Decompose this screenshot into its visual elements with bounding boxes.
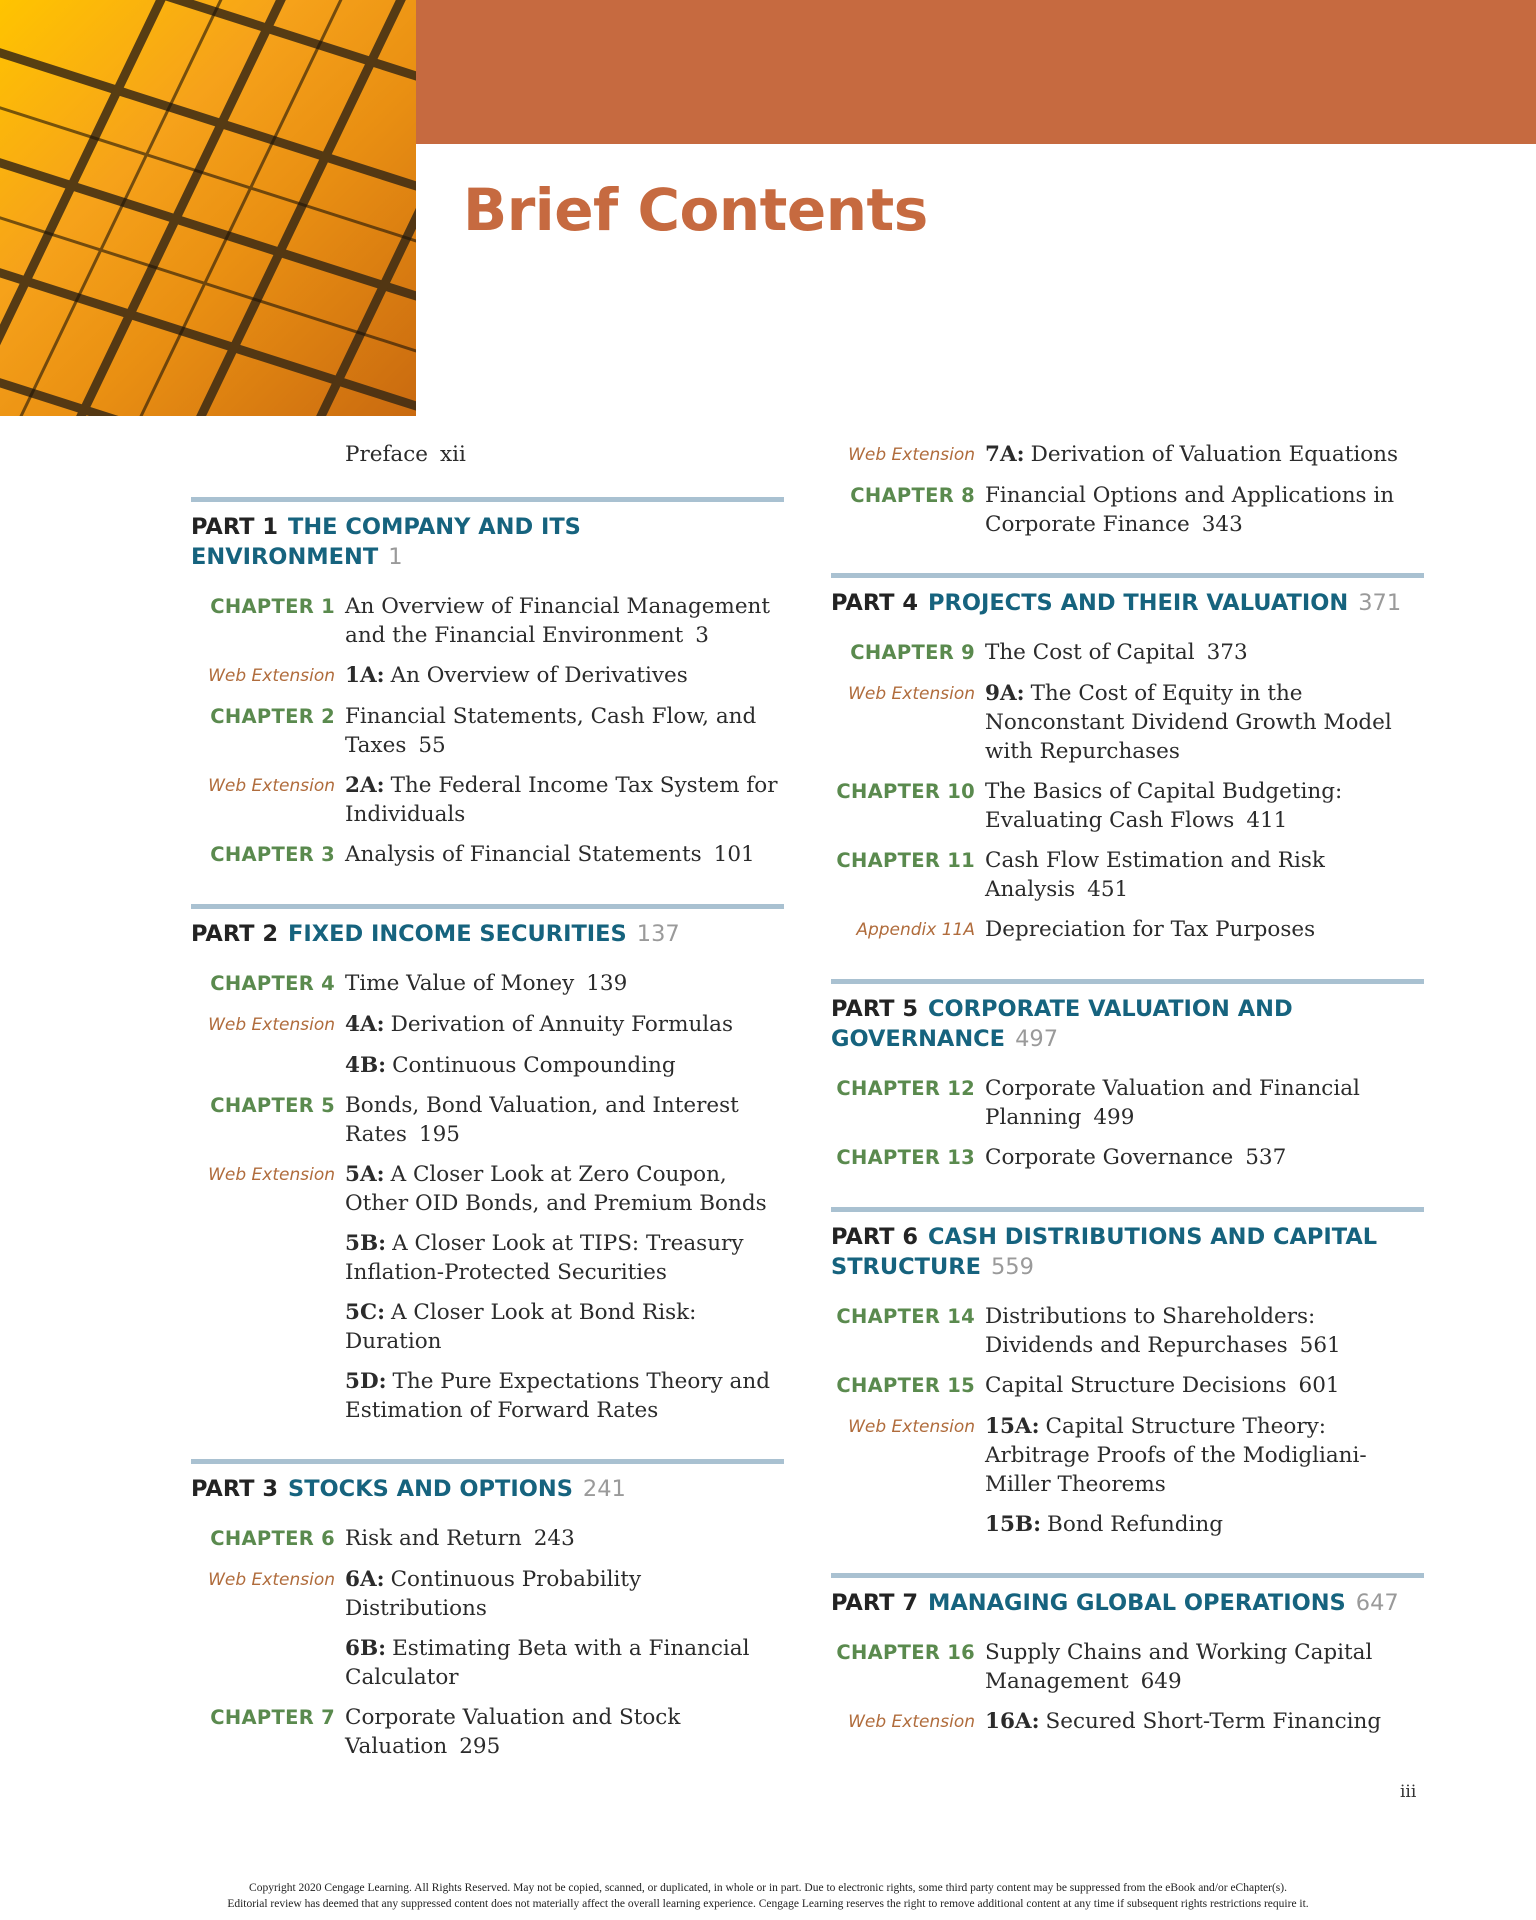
web-label: Web Extension <box>208 1570 335 1590</box>
entry-text: Corporate Valuation and Stock Valuation <box>345 1705 681 1759</box>
entry-text: An Overview of Derivatives <box>390 663 688 688</box>
entry-text: Derivation of Valuation Equations <box>1030 442 1399 467</box>
toc-part <box>191 497 784 870</box>
entry-title <box>985 440 1424 470</box>
entry-page: 343 <box>1201 512 1243 537</box>
entry-code: 5C: <box>345 1300 386 1325</box>
entry-label <box>831 440 985 470</box>
part-divider <box>831 979 1424 984</box>
part-title: CASH DISTRIBUTIONS AND CAPITAL STRUCTURE <box>831 1224 1378 1280</box>
toc-entry <box>191 1703 784 1761</box>
toc-entry <box>191 1298 784 1356</box>
entry-code: 7A: <box>985 442 1025 467</box>
entry-page: 601 <box>1298 1373 1340 1398</box>
entry-text: Corporate Governance <box>985 1145 1234 1170</box>
part-heading <box>831 1222 1424 1282</box>
entry-text: Risk and Return <box>345 1526 522 1551</box>
entry-label <box>831 1074 985 1132</box>
chapter-label: CHAPTER 8 <box>850 484 975 507</box>
entry-title <box>985 638 1424 668</box>
entry-title <box>345 1091 784 1149</box>
part-title: STOCKS AND OPTIONS <box>288 1476 573 1502</box>
toc-part <box>831 573 1424 945</box>
entry-label <box>831 1412 985 1499</box>
chapter-label: CHAPTER 5 <box>210 1094 335 1117</box>
entry-page: 101 <box>713 842 755 867</box>
preface-label: Preface <box>345 442 429 467</box>
toc-entry <box>191 1051 784 1080</box>
entry-code: 9A: <box>985 681 1025 706</box>
entry-text: Continuous Compounding <box>392 1053 676 1078</box>
chapter-label: CHAPTER 13 <box>836 1146 975 1169</box>
part-page: 497 <box>1015 1026 1059 1052</box>
entry-code: 5A: <box>345 1162 385 1187</box>
part-page: 647 <box>1355 1590 1399 1616</box>
toc-entry <box>191 661 784 691</box>
glass-facade-illustration <box>0 0 416 416</box>
entry-code: 5D: <box>345 1369 387 1394</box>
right-parts <box>831 573 1424 1737</box>
entry-code: 15B: <box>985 1512 1042 1537</box>
copyright-footer <box>60 1880 1476 1912</box>
entry-page: 195 <box>418 1122 460 1147</box>
entry-title <box>345 1010 784 1040</box>
toc-part <box>191 1459 784 1761</box>
entry-text: The Pure Expectations Theory and Estimation of Forward Rates <box>345 1369 770 1423</box>
toc-entry <box>831 915 1424 945</box>
chapter-label: CHAPTER 1 <box>210 595 335 618</box>
entry-title <box>345 1703 784 1761</box>
chapter-label: CHAPTER 2 <box>210 705 335 728</box>
entry-label <box>191 1229 345 1287</box>
toc-entry <box>191 840 784 870</box>
part-page: 559 <box>990 1254 1034 1280</box>
chapter-label: CHAPTER 11 <box>836 849 975 872</box>
entry-code: 2A: <box>345 773 385 798</box>
toc-entry <box>191 1634 784 1692</box>
entry-page: 243 <box>533 1526 575 1551</box>
part-label: PART 1 <box>191 514 278 540</box>
cover-photo <box>0 0 416 416</box>
header-banner <box>416 0 1536 144</box>
entry-title <box>985 846 1424 904</box>
toc-entry <box>831 1143 1424 1173</box>
part-divider <box>191 1459 784 1464</box>
entry-title <box>345 592 784 650</box>
chapter-label: CHAPTER 3 <box>210 843 335 866</box>
entry-text: An Overview of Financial Management and the Financial Environment <box>345 594 771 648</box>
entry-label <box>191 1298 345 1356</box>
toc-entry <box>831 1510 1424 1539</box>
toc-entry <box>191 1091 784 1149</box>
chapter-label: CHAPTER 12 <box>836 1077 975 1100</box>
entry-text: Derivation of Annuity Formulas <box>390 1012 734 1037</box>
entry-title <box>345 661 784 691</box>
entry-label <box>831 1638 985 1696</box>
toc-entry <box>831 481 1424 539</box>
entry-page: 139 <box>586 971 628 996</box>
entry-title <box>985 1412 1424 1499</box>
toc-entry <box>831 1638 1424 1696</box>
entry-label <box>831 1143 985 1173</box>
part-divider <box>191 497 784 502</box>
entry-label <box>191 1367 345 1425</box>
entry-title <box>345 1565 784 1623</box>
entry-label <box>831 1371 985 1401</box>
web-label: Web Extension <box>848 684 975 704</box>
entry-label <box>191 661 345 691</box>
part-title: MANAGING GLOBAL OPERATIONS <box>928 1590 1346 1616</box>
part-heading <box>831 1588 1424 1618</box>
entry-text: The Cost of Equity in the Nonconstant Dividend Growth Model with Repurchases <box>985 681 1392 764</box>
toc-entry <box>191 1160 784 1218</box>
chapter-label: CHAPTER 10 <box>836 780 975 803</box>
entry-text: Financial Statements, Cash Flow, and Taxes <box>345 704 757 758</box>
entry-text: Cash Flow Estimation and Risk Analysis <box>985 848 1325 902</box>
toc-part <box>831 1573 1424 1737</box>
toc-preface <box>191 440 784 469</box>
entry-label <box>831 679 985 766</box>
toc-entry <box>191 969 784 999</box>
entry-text: Distributions to Shareholders: Dividends and Repurchases <box>985 1304 1316 1358</box>
entry-title <box>985 1302 1424 1360</box>
toc-entry <box>831 1371 1424 1401</box>
entry-page: 649 <box>1140 1669 1182 1694</box>
toc-entry <box>191 1524 784 1554</box>
part-page: 241 <box>582 1476 626 1502</box>
appendix-label: Appendix 11A <box>856 920 975 940</box>
entry-label <box>831 481 985 539</box>
chapter-label: CHAPTER 4 <box>210 972 335 995</box>
entry-page: 561 <box>1299 1333 1341 1358</box>
entry-title <box>985 1143 1424 1173</box>
entry-label <box>191 771 345 829</box>
entry-page: 411 <box>1246 808 1288 833</box>
entry-text: The Basics of Capital Budgeting: Evaluating Cash Flows <box>985 779 1343 833</box>
part-page: 137 <box>636 921 680 947</box>
entry-text: Corporate Valuation and Financial Planning <box>985 1076 1360 1130</box>
entry-page: 55 <box>418 733 446 758</box>
entry-code: 6A: <box>345 1567 385 1592</box>
toc-entry <box>831 679 1424 766</box>
entry-label <box>831 846 985 904</box>
entry-title <box>985 1510 1424 1539</box>
entry-title <box>985 1707 1424 1737</box>
entry-label <box>831 638 985 668</box>
entry-label <box>191 1010 345 1040</box>
toc-entry <box>191 771 784 829</box>
entry-label <box>191 1634 345 1692</box>
entry-title <box>345 771 784 829</box>
part-label: PART 6 <box>831 1224 918 1250</box>
part-divider <box>191 904 784 909</box>
part-label: PART 4 <box>831 590 918 616</box>
web-label: Web Extension <box>848 445 975 465</box>
toc-entry <box>831 777 1424 835</box>
page-number: iii <box>1400 1782 1417 1802</box>
entry-title <box>985 1638 1424 1696</box>
entry-title <box>985 679 1424 766</box>
part-heading <box>191 1474 784 1504</box>
toc-left-column <box>191 440 784 1795</box>
entry-title <box>345 1229 784 1287</box>
entry-title <box>985 1371 1424 1401</box>
toc-entry <box>831 440 1424 470</box>
entry-text: Supply Chains and Working Capital Management <box>985 1640 1373 1694</box>
entry-page: 451 <box>1087 877 1129 902</box>
entry-text: Capital Structure Theory: Arbitrage Proofs of the Modigliani-Miller Theorems <box>985 1414 1367 1497</box>
entry-title <box>345 1160 784 1218</box>
part-title: PROJECTS AND THEIR VALUATION <box>928 590 1349 616</box>
entry-title <box>345 1298 784 1356</box>
entry-label <box>191 1703 345 1761</box>
entry-text: A Closer Look at Zero Coupon, Other OID Bonds, and Premium Bonds <box>345 1162 767 1216</box>
part-divider <box>831 573 1424 578</box>
toc-part <box>831 979 1424 1173</box>
part-label: PART 5 <box>831 996 918 1022</box>
entry-page: 373 <box>1206 640 1248 665</box>
entry-label <box>191 840 345 870</box>
entry-text: Secured Short-Term Financing <box>1045 1709 1382 1734</box>
entry-label <box>831 1510 985 1539</box>
entry-text: A Closer Look at TIPS: Treasury Inflation-Protected Securities <box>345 1231 744 1285</box>
preface-page: xii <box>440 442 466 467</box>
part-label: PART 3 <box>191 1476 278 1502</box>
entry-text: A Closer Look at Bond Risk: Duration <box>345 1300 697 1354</box>
part-title: CORPORATE VALUATION AND GOVERNANCE <box>831 996 1293 1052</box>
entry-text: Bonds, Bond Valuation, and Interest Rates <box>345 1093 739 1147</box>
entry-label <box>191 592 345 650</box>
entry-title <box>345 1051 784 1080</box>
entry-label <box>831 1302 985 1360</box>
toc-entry <box>831 638 1424 668</box>
part-title: THE COMPANY AND ITS ENVIRONMENT <box>191 514 581 570</box>
footer-line-1: Copyright 2020 Cengage Learning. All Rights Reserved. May not be copied, scanned, or duplicated, in whole or in part. Due to electronic rights, some third party content may be suppressed from the eBook and/or eChapter(s). <box>249 1882 1287 1894</box>
entry-text: Bond Refunding <box>1047 1512 1224 1537</box>
toc-entry <box>831 1302 1424 1360</box>
left-parts <box>191 497 784 1761</box>
entry-title <box>345 1524 784 1554</box>
toc-entry <box>191 1010 784 1040</box>
entry-page: 3 <box>695 623 709 648</box>
toc-entry <box>191 1229 784 1287</box>
chapter-label: CHAPTER 9 <box>850 641 975 664</box>
entry-label <box>191 969 345 999</box>
entry-text: Time Value of Money <box>345 971 575 996</box>
entry-title <box>985 777 1424 835</box>
toc-entry <box>831 1707 1424 1737</box>
toc-part <box>831 1207 1424 1539</box>
part-heading <box>191 512 784 572</box>
entry-label <box>191 1565 345 1623</box>
entry-title <box>985 481 1424 539</box>
part-divider <box>831 1207 1424 1212</box>
entry-label <box>191 1160 345 1218</box>
part-page: 1 <box>388 544 403 570</box>
entry-code: 1A: <box>345 663 385 688</box>
web-label: Web Extension <box>208 666 335 686</box>
entry-label <box>831 915 985 945</box>
chapter-label: CHAPTER 15 <box>836 1374 975 1397</box>
part-heading <box>191 919 784 949</box>
entry-page: 499 <box>1093 1105 1135 1130</box>
entry-title <box>345 702 784 760</box>
toc-entry <box>831 846 1424 904</box>
part-heading <box>831 588 1424 618</box>
entry-label <box>831 1707 985 1737</box>
entry-title <box>985 1074 1424 1132</box>
entry-code: 4A: <box>345 1012 385 1037</box>
entry-code: 6B: <box>345 1636 387 1661</box>
toc-entry <box>831 1412 1424 1499</box>
entry-label <box>191 1091 345 1149</box>
toc-entry <box>191 702 784 760</box>
entry-text: Analysis of Financial Statements <box>345 842 702 867</box>
toc-entry <box>191 592 784 650</box>
entry-label <box>191 1524 345 1554</box>
entry-code: 16A: <box>985 1709 1040 1734</box>
entry-text: Estimating Beta with a Financial Calculator <box>345 1636 750 1690</box>
entry-label <box>191 1051 345 1080</box>
part-label: PART 2 <box>191 921 278 947</box>
entry-text: Capital Structure Decisions <box>985 1373 1287 1398</box>
entry-text: Continuous Probability Distributions <box>345 1567 642 1621</box>
web-label: Web Extension <box>208 776 335 796</box>
part-heading <box>831 994 1424 1054</box>
entry-code: 5B: <box>345 1231 387 1256</box>
part-label: PART 7 <box>831 1590 918 1616</box>
footer-line-2: Editorial review has deemed that any suppressed content does not materially affect the overall learning experience. Cengage Learning reserves the right to remove additional content at any time if subsequent rights restrictions require it. <box>227 1898 1309 1910</box>
entry-text: The Cost of Capital <box>985 640 1195 665</box>
entry-title <box>345 1634 784 1692</box>
toc-entry <box>191 1565 784 1623</box>
part-page: 371 <box>1358 590 1402 616</box>
web-label: Web Extension <box>208 1165 335 1185</box>
entry-title <box>985 915 1424 945</box>
entry-code: 15A: <box>985 1414 1040 1439</box>
entry-text: Depreciation for Tax Purposes <box>985 917 1316 942</box>
entry-title <box>345 969 784 999</box>
entry-text: Financial Options and Applications in Corporate Finance <box>985 483 1395 537</box>
part-divider <box>831 1573 1424 1578</box>
entry-label <box>831 777 985 835</box>
entry-code: 4B: <box>345 1053 387 1078</box>
toc-part <box>191 904 784 1425</box>
entry-label <box>191 702 345 760</box>
chapter-label: CHAPTER 6 <box>210 1527 335 1550</box>
entry-title <box>345 840 784 870</box>
right-top-entries <box>831 440 1424 539</box>
entry-title <box>345 1367 784 1425</box>
entry-text: The Federal Income Tax System for Individuals <box>345 773 778 827</box>
web-label: Web Extension <box>848 1417 975 1437</box>
entry-page: 295 <box>459 1734 501 1759</box>
toc-entry <box>831 1074 1424 1132</box>
chapter-label: CHAPTER 7 <box>210 1706 335 1729</box>
part-title: FIXED INCOME SECURITIES <box>288 921 627 947</box>
chapter-label: CHAPTER 16 <box>836 1641 975 1664</box>
page-title: Brief Contents <box>463 176 928 244</box>
web-label: Web Extension <box>208 1015 335 1035</box>
entry-page: 537 <box>1245 1145 1287 1170</box>
web-label: Web Extension <box>848 1712 975 1732</box>
toc-right-column <box>831 440 1424 1771</box>
chapter-label: CHAPTER 14 <box>836 1305 975 1328</box>
toc-entry <box>191 1367 784 1425</box>
